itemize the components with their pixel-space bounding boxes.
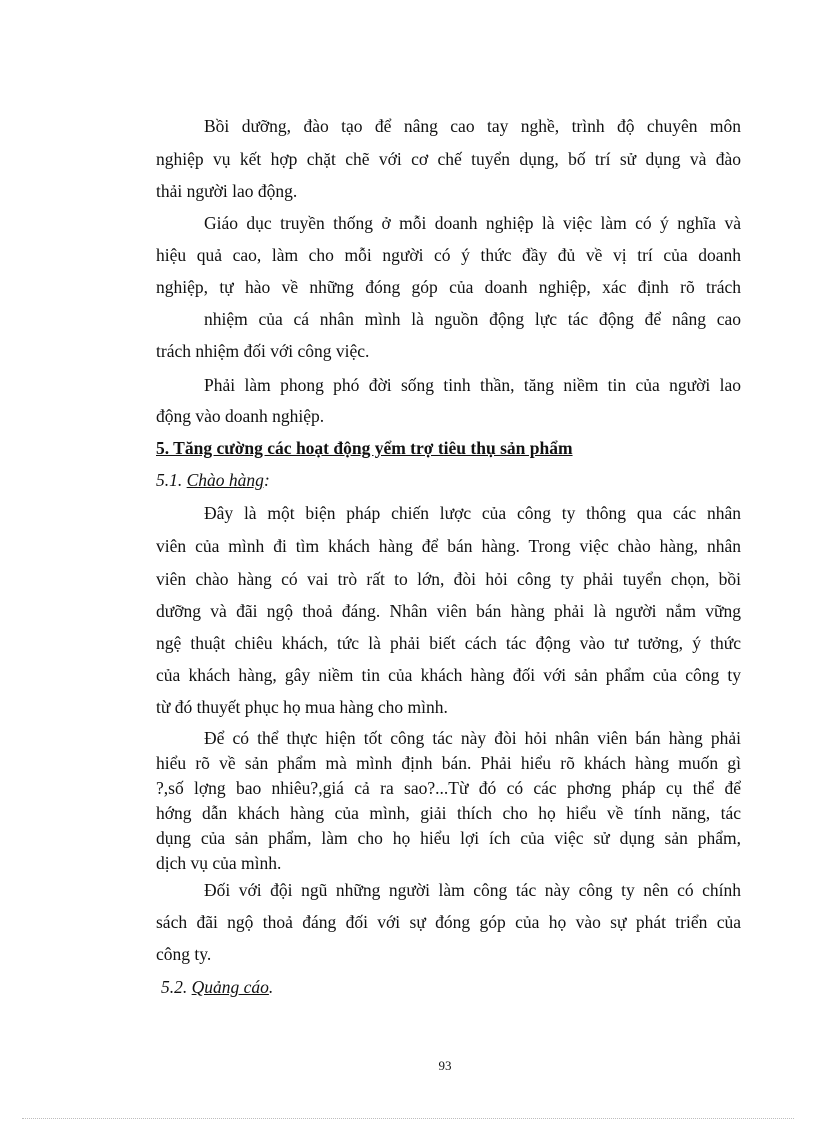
subsection-number: 5.2. (161, 977, 192, 997)
paragraph-line: hiểu rõ về sản phẩm mà mình định bán. Phải hiểu rõ khách hàng muốn gì (156, 753, 741, 773)
paragraph-line: Giáo dục truyền thống ở mỗi doanh nghiệp là việc làm có ý nghĩa và (204, 213, 741, 233)
paragraph-line: dịch vụ của mình. (156, 853, 282, 873)
paragraph-line: Bồi dưỡng, đào tạo để nâng cao tay nghề, trình độ chuyên môn (204, 116, 741, 136)
subsection-punctuation: . (268, 977, 274, 997)
page-number: 93 (438, 1058, 452, 1073)
paragraph-line: thải người lao động. (156, 181, 298, 201)
paragraph-line: ?,số lợng bao nhiêu?,giá cả ra sao?...Từ đó có các phơng pháp cụ thể để (156, 778, 741, 798)
subsection-punctuation: : (263, 470, 270, 490)
subsection-title: Chào hàng (186, 470, 264, 490)
paragraph-line: Để có thể thực hiện tốt công tác này đòi hỏi nhân viên bán hàng phải (204, 728, 741, 748)
paragraph-line: Đối với đội ngũ những người làm công tác này công ty nên có chính (204, 880, 741, 900)
section-heading-text: 5. Tăng cường các hoạt động yểm trợ tiêu thụ sản phẩm (156, 438, 573, 458)
paragraph-line: viên chào hàng có vai trò rất to lớn, đòi hỏi công ty phải tuyển chọn, bồi (156, 569, 741, 589)
paragraph-line: từ đó thuyết phục họ mua hàng cho mình. (156, 697, 448, 717)
paragraph-line: dụng của sản phẩm, làm cho họ hiểu lợi ích của việc sử dụng sản phẩm, (156, 828, 741, 848)
paragraph-line: động vào doanh nghiệp. (156, 406, 325, 426)
paragraph-line: Đây là một biện pháp chiến lược của công ty thông qua các nhân (204, 503, 741, 523)
subsection-heading (156, 470, 270, 490)
page-bottom-divider (22, 1118, 794, 1119)
paragraph-line: nghiệp, tự hào về những đóng góp của doanh nghiệp, xác định rõ trách (156, 277, 741, 297)
paragraph-line: Phải làm phong phó đời sống tinh thần, tăng niềm tin của người lao (204, 375, 741, 395)
section-heading (156, 438, 573, 458)
subsection-heading (161, 977, 273, 997)
subsection-title: Quảng cáo (191, 977, 269, 997)
paragraph-line: công ty. (156, 944, 212, 964)
paragraph-line: nghiệp vụ kết hợp chặt chẽ với cơ chế tuyển dụng, bố trí sử dụng và đào (156, 149, 741, 169)
paragraph-line: viên của mình đi tìm khách hàng để bán hàng. Trong việc chào hàng, nhân (156, 536, 741, 556)
paragraph-line: của khách hàng, gây niềm tin của khách hàng đối với sản phẩm của công ty (156, 665, 741, 685)
paragraph-line: ngệ thuật chiêu khách, tức là phải biết cách tác động vào tư tưởng, ý thức (156, 633, 741, 653)
subsection-number: 5.1. (156, 470, 187, 490)
paragraph-line: dưỡng và đãi ngộ thoả đáng. Nhân viên bán hàng phải là người nắm vững (156, 601, 741, 621)
paragraph-line: trách nhiệm đối với công việc. (156, 341, 370, 361)
paragraph-line: hớng dẫn khách hàng của mình, giải thích cho họ hiểu về tính năng, tác (156, 803, 741, 823)
paragraph-line: sách đãi ngộ thoả đáng đối với sự đóng góp của họ vào sự phát triển của (156, 912, 741, 932)
paragraph-line: hiệu quả cao, làm cho mỗi người có ý thức đầy đủ về vị trí của doanh (156, 245, 741, 265)
paragraph-line: nhiệm của cá nhân mình là nguồn động lực tác động để nâng cao (204, 309, 741, 329)
